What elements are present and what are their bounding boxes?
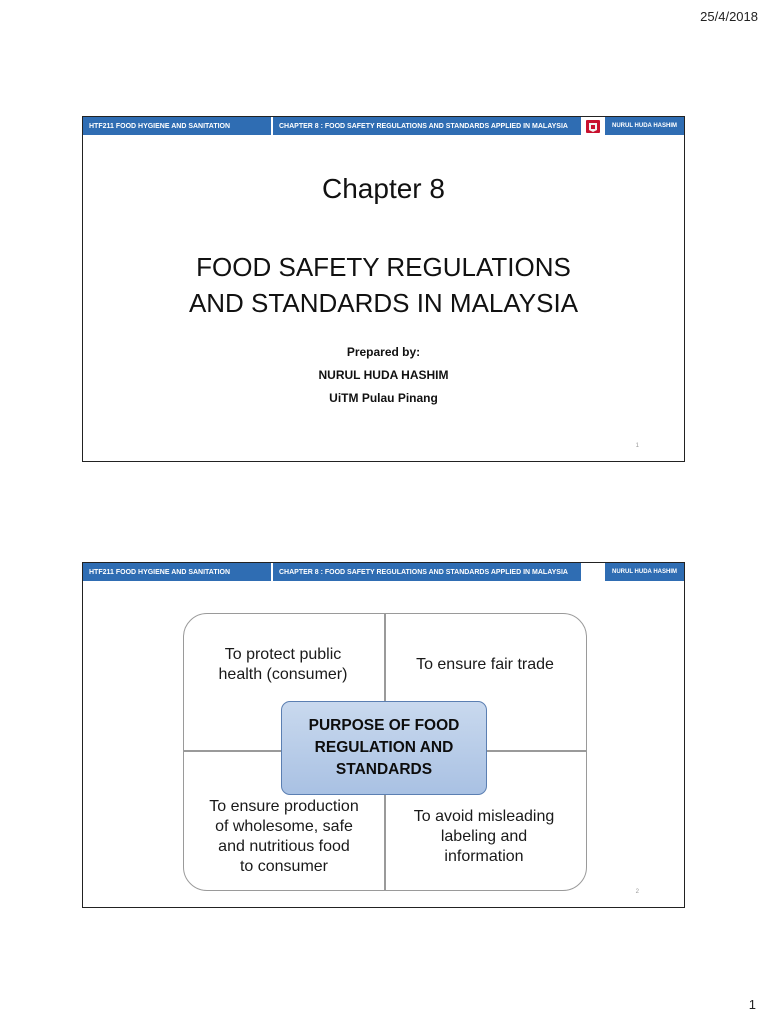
slide-header: [83, 563, 684, 581]
quadrant-bottom-right: [391, 807, 577, 867]
purpose-diagram: [183, 613, 587, 891]
slide-1: [82, 116, 685, 462]
header-spacer: [583, 563, 605, 581]
prepared-by-block: [83, 341, 684, 410]
university-crest-icon: [583, 117, 605, 135]
slide-title: [123, 249, 644, 321]
header-author: NURUL HUDA HASHIM: [605, 117, 684, 135]
author-name: NURUL HUDA HASHIM: [318, 368, 449, 382]
slide-number: 2: [635, 889, 639, 895]
slide-number: 1: [635, 443, 639, 449]
header-chapter: CHAPTER 8 : FOOD SAFETY REGULATIONS AND STANDARDS APPLIED IN MALAYSIA: [273, 563, 583, 581]
slide-2: [82, 562, 685, 908]
header-author: NURUL HUDA HASHIM: [605, 563, 684, 581]
quadrant-text-line: To ensure fair trade: [416, 656, 554, 673]
slide-header: [83, 117, 684, 135]
slide-title-line1: FOOD SAFETY REGULATIONS: [196, 252, 571, 282]
slide-title-line2: AND STANDARDS IN MALAYSIA: [188, 288, 579, 318]
quadrant-text-line: of wholesome, safe: [215, 818, 353, 835]
quadrant-top-left: [193, 645, 373, 685]
quadrant-text-line: and nutritious food: [218, 838, 350, 855]
quadrant-text-line: To ensure production: [209, 798, 359, 815]
quadrant-text-line: health (consumer): [218, 666, 348, 683]
center-text-line: PURPOSE OF FOOD: [308, 717, 460, 734]
purpose-center-box: [281, 701, 487, 795]
header-course: HTF211 FOOD HYGIENE AND SANITATION: [83, 563, 273, 581]
center-text-line: REGULATION AND: [314, 739, 454, 756]
quadrant-text-line: labeling and: [440, 828, 528, 845]
quadrant-text-line: information: [444, 848, 524, 865]
quadrant-bottom-left: [189, 797, 379, 877]
quadrant-text-line: To protect public: [224, 646, 342, 663]
prepared-by-label: Prepared by:: [346, 345, 421, 359]
center-text-line: STANDARDS: [335, 761, 433, 778]
quadrant-text-line: to consumer: [239, 858, 329, 875]
institution: UiTM Pulau Pinang: [329, 391, 438, 405]
header-course: HTF211 FOOD HYGIENE AND SANITATION: [83, 117, 273, 135]
page-number: 1: [748, 997, 756, 1012]
quadrant-top-right: [395, 655, 575, 675]
page-date: 25/4/2018: [700, 9, 758, 24]
header-chapter: CHAPTER 8 : FOOD SAFETY REGULATIONS AND STANDARDS APPLIED IN MALAYSIA: [273, 117, 583, 135]
chapter-label: Chapter 8: [322, 173, 445, 204]
quadrant-text-line: To avoid misleading: [413, 808, 555, 825]
